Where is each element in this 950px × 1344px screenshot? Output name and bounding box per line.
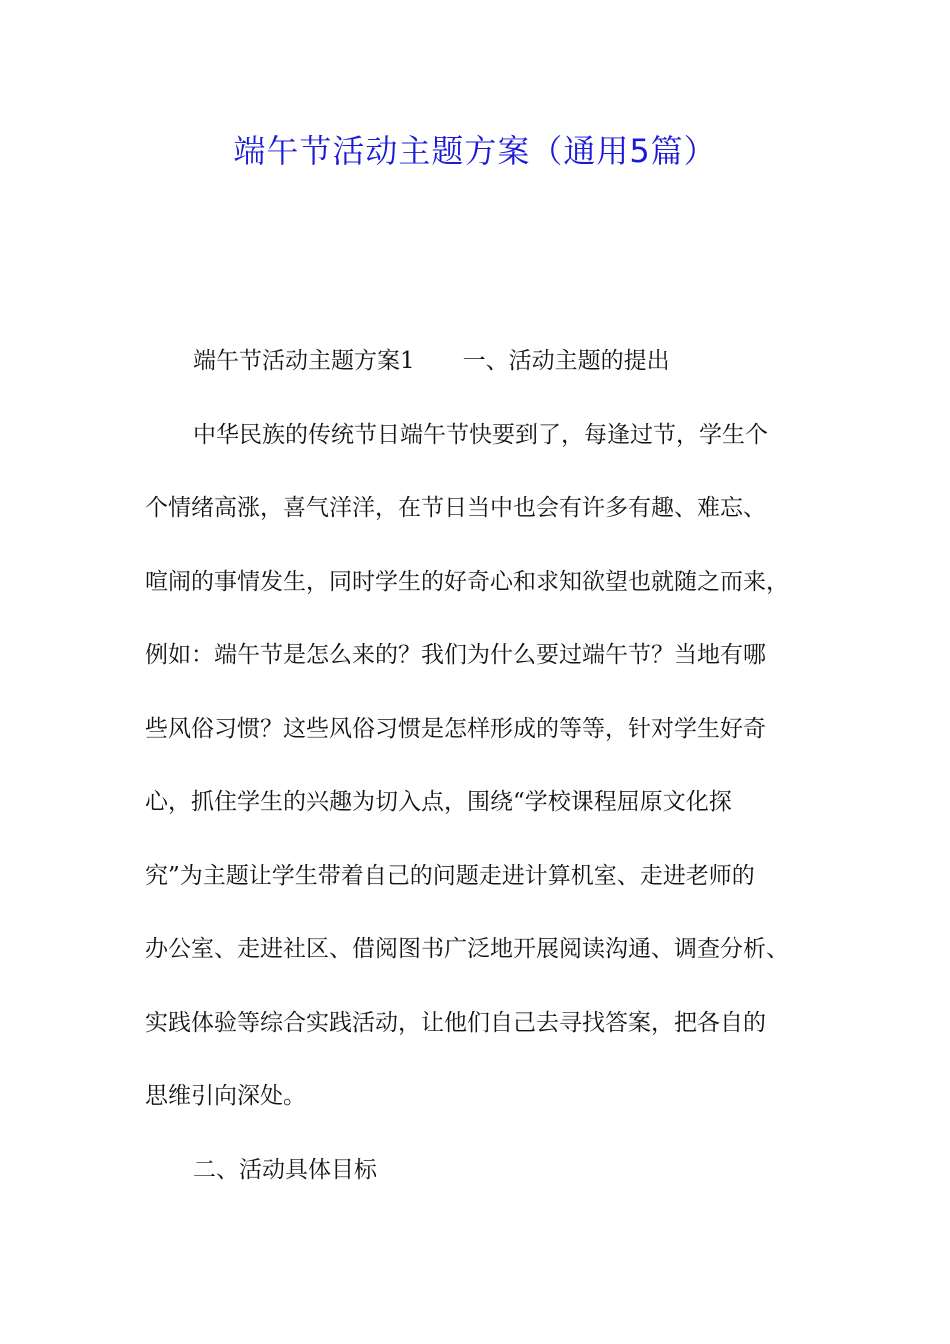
paragraph-line: 究”为主题让学生带着自己的问题走进计算机室、走进老师的 (145, 862, 755, 889)
plan-title: 端午节活动主题方案1 (193, 348, 415, 374)
section2-heading: 二、活动具体目标 (193, 1156, 377, 1183)
section1-heading: 一、活动主题的提出 (462, 348, 670, 374)
paragraph-line: 喧闹的事情发生，同时学生的好奇心和求知欲望也就随之而来， (145, 568, 789, 595)
paragraph-line: 些风俗习惯？这些风俗习惯是怎样形成的等等，针对学生好奇 (145, 715, 766, 742)
paragraph-line: 办公室、走进社区、借阅图书广泛地开展阅读沟通、调查分析、 (145, 936, 789, 962)
paragraph-line: 思维引向深处。 (145, 1083, 306, 1109)
paragraph-line: 实践体验等综合实践活动，让他们自己去寻找答案，把各自的 (145, 1009, 766, 1036)
paragraph-line: 例如：端午节是怎么来的？我们为什么要过端午节？当地有哪 (145, 642, 766, 668)
paragraph-line: 心，抓住学生的兴趣为切入点，围绕“学校课程屈原文化探 (145, 789, 732, 815)
paragraph-line: 个情绪高涨，喜气洋洋，在节日当中也会有许多有趣、难忘、 (145, 495, 766, 521)
document-body (145, 336, 825, 1218)
paragraph-line: 中华民族的传统节日端午节快要到了，每逢过节，学生个 (193, 421, 768, 448)
section1-heading-line (145, 336, 825, 410)
document-title: 端午节活动主题方案（通用5篇） (233, 132, 717, 170)
